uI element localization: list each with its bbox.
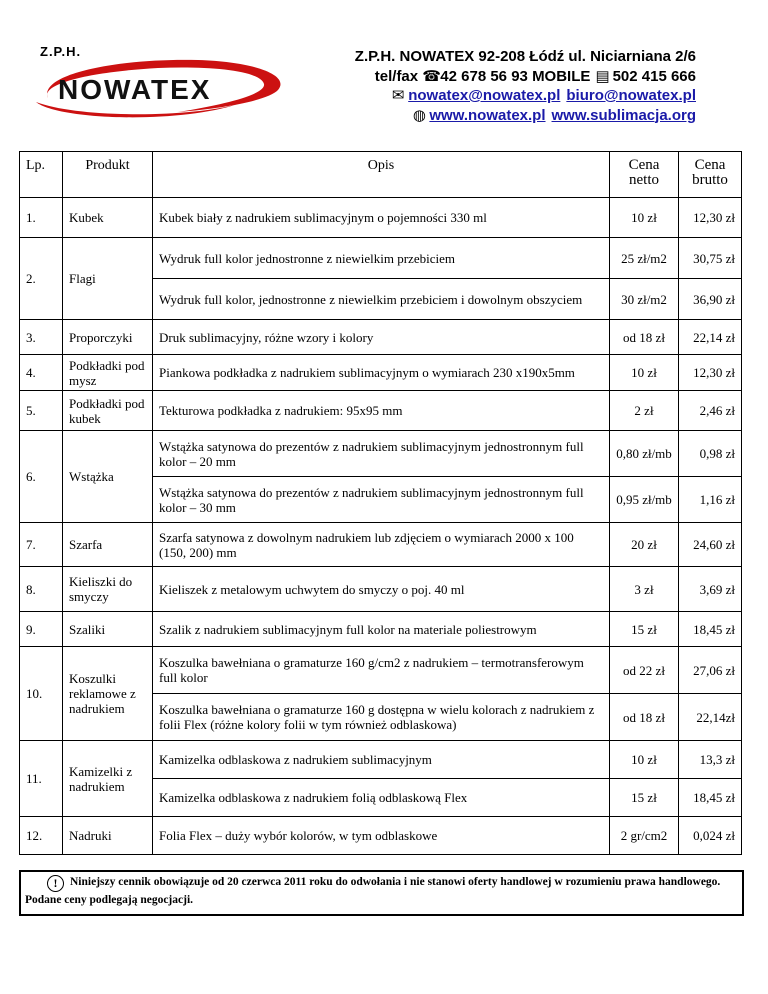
table-row [20, 817, 742, 855]
row-price-gross: 13,3 zł [679, 741, 742, 779]
row-number: 3. [20, 320, 63, 355]
company-logo [28, 44, 286, 124]
row-price-net: 10 zł [610, 198, 679, 238]
row-product: Wstążka [63, 431, 153, 523]
row-description: Wstążka satynowa do prezentów z nadrukiem sublimacyjnym jednostronnym full kolor – 20 mm [153, 431, 610, 477]
row-description: Kamizelka odblaskowa z nadrukiem folią odblaskową Flex [153, 779, 610, 817]
row-price-net: od 22 zł [610, 647, 679, 694]
row-description: Szalik z nadrukiem sublimacyjnym full kolor na materiale poliestrowym [153, 612, 610, 647]
email-line [355, 86, 696, 106]
header-cena-brutto: Cena brutto [679, 152, 742, 198]
row-price-gross: 18,45 zł [679, 779, 742, 817]
mobile-number: 502 415 666 [612, 67, 696, 85]
row-number: 4. [20, 355, 63, 391]
row-price-gross: 22,14zł [679, 694, 742, 741]
row-price-gross: 30,75 zł [679, 238, 742, 279]
row-product: Szaliki [63, 612, 153, 647]
envelope-icon: ✉ [391, 87, 405, 104]
row-price-net: 30 zł/m2 [610, 279, 679, 320]
table-row [20, 567, 742, 612]
exclamation-circle-icon: ! [47, 875, 64, 892]
row-price-net: 0,80 zł/mb [610, 431, 679, 477]
row-price-net: 2 zł [610, 391, 679, 431]
web-link-1[interactable]: www.nowatex.pl [429, 106, 546, 124]
row-price-net: 10 zł [610, 355, 679, 391]
row-description: Szarfa satynowa z dowolnym nadrukiem lub zdjęciem o wymiarach 2000 x 100 (150, 200) mm [153, 523, 610, 567]
row-product: Szarfa [63, 523, 153, 567]
table-row [20, 198, 742, 238]
row-number: 7. [20, 523, 63, 567]
row-price-gross: 12,30 zł [679, 198, 742, 238]
row-number: 10. [20, 647, 63, 741]
row-price-gross: 1,16 zł [679, 477, 742, 523]
globe-icon: ◍ [412, 106, 426, 124]
row-product: Nadruki [63, 817, 153, 855]
web-line [355, 106, 696, 126]
row-price-gross: 12,30 zł [679, 355, 742, 391]
row-description: Piankowa podkładka z nadrukiem sublimacyjnym o wymiarach 230 x190x5mm [153, 355, 610, 391]
phone-line [355, 67, 696, 87]
row-description: Folia Flex – duży wybór kolorów, w tym odblaskowe [153, 817, 610, 855]
company-address: Z.P.H. NOWATEX 92-208 Łódź ul. Niciarniana 2/6 [354, 48, 696, 65]
row-price-net: od 18 zł [610, 694, 679, 741]
row-number: 1. [20, 198, 63, 238]
email-link-1[interactable]: nowatex@nowatex.pl [408, 87, 561, 104]
row-price-net: 15 zł [610, 612, 679, 647]
logo-zph-text: Z.P.H. [40, 44, 82, 59]
table-row [20, 647, 742, 694]
row-price-gross: 3,69 zł [679, 567, 742, 612]
row-product: Proporczyki [63, 320, 153, 355]
row-number: 5. [20, 391, 63, 431]
row-description: Koszulka bawełniana o gramaturze 160 g/cm2 z nadrukiem – termotransferowym full kolor [153, 647, 610, 694]
disclaimer-note [19, 870, 744, 916]
row-number: 12. [20, 817, 63, 855]
email-link-2[interactable]: biuro@nowatex.pl [566, 87, 696, 104]
row-price-gross: 24,60 zł [679, 523, 742, 567]
row-price-net: 3 zł [610, 567, 679, 612]
phone-icon: ☎ [422, 67, 441, 85]
row-description: Tekturowa podkładka z nadrukiem: 95x95 mm [153, 391, 610, 431]
table-row [20, 431, 742, 477]
logo-wordmark: NOWATEX [58, 74, 212, 105]
phone-label: tel/fax [374, 67, 419, 85]
row-number: 8. [20, 567, 63, 612]
row-number: 9. [20, 612, 63, 647]
row-description: Kieliszek z metalowym uchwytem do smyczy o poj. 40 ml [153, 567, 610, 612]
table-row [20, 238, 742, 279]
row-price-net: 15 zł [610, 779, 679, 817]
header-produkt: Produkt [63, 152, 153, 198]
company-contact [355, 47, 696, 125]
row-product: Koszulki reklamowe z nadrukiem [63, 647, 153, 741]
row-price-gross: 36,90 zł [679, 279, 742, 320]
row-price-net: od 18 zł [610, 320, 679, 355]
row-product: Kubek [63, 198, 153, 238]
row-description: Wstążka satynowa do prezentów z nadrukiem sublimacyjnym jednostronnym full kolor – 30 mm [153, 477, 610, 523]
row-description: Druk sublimacyjny, różne wzory i kolory [153, 320, 610, 355]
row-description: Koszulka bawełniana o gramaturze 160 g dostępna w wielu kolorach z nadrukiem z folii Flex (różne kolory folii w tym również odblaskowa) [153, 694, 610, 741]
row-product: Podkładki pod kubek [63, 391, 153, 431]
row-price-gross: 27,06 zł [679, 647, 742, 694]
row-price-gross: 22,14 zł [679, 320, 742, 355]
row-price-gross: 18,45 zł [679, 612, 742, 647]
row-product: Kieliszki do smyczy [63, 567, 153, 612]
table-row [20, 523, 742, 567]
table-row [20, 355, 742, 391]
header-cena-netto: Cena netto [610, 152, 679, 198]
row-product: Podkładki pod mysz [63, 355, 153, 391]
row-price-gross: 0,024 zł [679, 817, 742, 855]
table-row [20, 320, 742, 355]
row-price-gross: 2,46 zł [679, 391, 742, 431]
row-price-net: 2 gr/cm2 [610, 817, 679, 855]
row-product: Kamizelki z nadrukiem [63, 741, 153, 817]
row-price-gross: 0,98 zł [679, 431, 742, 477]
row-description: Wydruk full kolor jednostronne z niewielkim przebiciem [153, 238, 610, 279]
mobile-label: MOBILE [532, 67, 591, 85]
mobile-icon: ▤ [595, 67, 610, 85]
price-table [19, 151, 742, 855]
disclaimer-text: Niniejszy cennik obowiązuje od 20 czerwca 2011 roku do odwołania i nie stanowi oferty handlowej w rozumieniu prawa handlowego. Podane ceny podlegają negocjacji. [25, 876, 721, 906]
row-price-net: 10 zł [610, 741, 679, 779]
row-description: Wydruk full kolor, jednostronne z niewielkim przebiciem i dowolnym obszyciem [153, 279, 610, 320]
row-price-net: 25 zł/m2 [610, 238, 679, 279]
row-number: 6. [20, 431, 63, 523]
table-row [20, 741, 742, 779]
web-link-2[interactable]: www.sublimacja.org [551, 106, 696, 124]
row-price-net: 0,95 zł/mb [610, 477, 679, 523]
table-row [20, 612, 742, 647]
row-number: 11. [20, 741, 63, 817]
row-number: 2. [20, 238, 63, 320]
table-row [20, 391, 742, 431]
row-product: Flagi [63, 238, 153, 320]
row-price-net: 20 zł [610, 523, 679, 567]
phone-number: 42 678 56 93 [440, 67, 528, 85]
row-description: Kubek biały z nadrukiem sublimacyjnym o pojemności 330 ml [153, 198, 610, 238]
header-opis: Opis [153, 152, 610, 198]
header-lp: Lp. [20, 152, 63, 198]
row-description: Kamizelka odblaskowa z nadrukiem sublimacyjnym [153, 741, 610, 779]
